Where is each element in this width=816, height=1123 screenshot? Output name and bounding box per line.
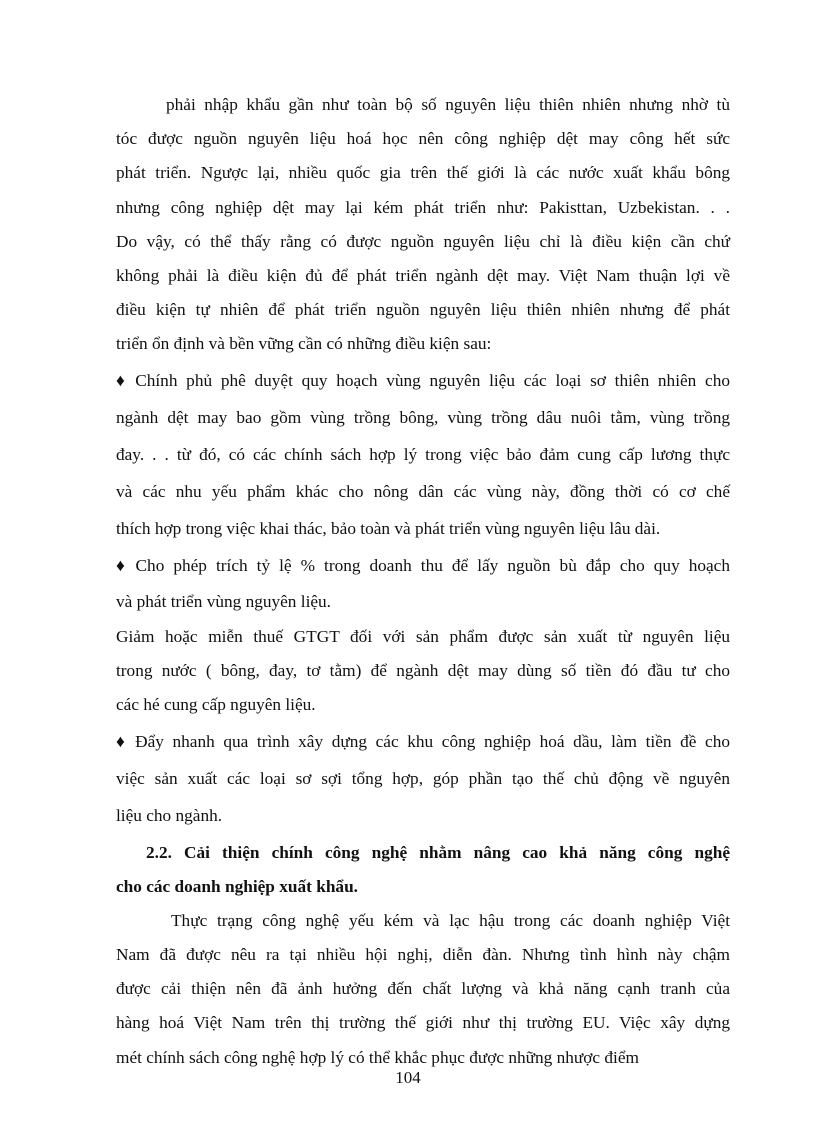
bullet-line (116, 725, 730, 759)
bullet-icon: ♦ (116, 731, 130, 751)
paragraph-line: không phải là điều kiện đủ để phát triển ngành dệt may. Việt Nam thuận lợi về (116, 265, 730, 285)
paragraph-line: Thực trạng công nghệ yếu kém và lạc hậu trong các doanh nghiệp Việt (171, 910, 730, 930)
section-heading: cho các doanh nghiệp xuất khẩu. (116, 876, 359, 896)
body-text (116, 88, 730, 1075)
paragraph-line: Nam đã được nêu ra tại nhiều hội nghị, diễn đàn. Nhưng tình hình này chậm (116, 945, 730, 965)
paragraph-line: ngành dệt may bao gồm vùng trồng bông, vùng trồng dâu nuôi tằm, vùng trồng (116, 408, 730, 428)
bullet-icon: ♦ (116, 555, 130, 575)
bullet-text: Chính phủ phê duyệt quy hoạch vùng nguyên liệu các loại sơ thiên nhiên cho (135, 371, 730, 391)
paragraph-line: nhưng công nghiệp dệt may lại kém phát triển như: Pakisttan, Uzbekistan. . . (116, 197, 730, 217)
bullet-text: Đẩy nhanh qua trình xây dựng các khu công nghiệp hoá dầu, làm tiền đề cho (135, 731, 730, 751)
paragraph-line: hàng hoá Việt Nam trên thị trường thế giới như thị trường EU. Việc xây dựng (116, 1013, 730, 1033)
bullet-line (116, 549, 730, 583)
bullet-icon: ♦ (116, 371, 130, 391)
paragraph-line: triển ổn định và bền vững cần có những điều kiện sau: (116, 334, 492, 354)
paragraph-line: phát triển. Ngược lại, nhiều quốc gia trên thế giới là các nước xuất khẩu bông (116, 163, 730, 183)
paragraph-line: và phát triển vùng nguyên liệu. (116, 592, 332, 612)
paragraph-line: được cải thiện nên đã ảnh hưởng đến chất lượng và khả năng cạnh tranh của (116, 979, 730, 999)
paragraph-line: điều kiện tự nhiên để phát triển nguồn nguyên liệu thiên nhiên nhưng để phát (116, 300, 730, 320)
paragraph-line: phải nhập khẩu gần như toàn bộ số nguyên liệu thiên nhiên nhưng nhờ tù (166, 95, 730, 114)
paragraph-line: liệu cho ngành. (116, 805, 223, 825)
bullet-line (116, 364, 730, 398)
paragraph-line: thích hợp trong việc khai thác, bảo toàn và phát triển vùng nguyên liệu lâu dài. (116, 518, 661, 538)
paragraph-line: việc sản xuất các loại sơ sợi tổng hợp, góp phần tạo thế chủ động về nguyên (116, 768, 730, 788)
section-heading: 2.2. Cải thiện chính công nghệ nhằm nâng cao khả năng công nghệ (146, 842, 730, 862)
paragraph-line: mét chính sách công nghệ hợp lý có thể khắc phục được những nhược điểm (116, 1047, 639, 1067)
bullet-text: Cho phép trích tỷ lệ % trong doanh thu để lấy nguồn bù đắp cho quy hoạch (135, 555, 730, 575)
paragraph-line: và các nhu yếu phẩm khác cho nông dân các vùng này, đồng thời có cơ chế (116, 481, 730, 501)
paragraph-line: các hé cung cấp nguyên liệu. (116, 695, 316, 714)
paragraph-line: Do vậy, có thể thấy rằng có được nguồn nguyên liệu chỉ là điều kiện cần chứ (116, 231, 730, 251)
paragraph-line: tóc được nguồn nguyên liệu hoá học nên công nghiệp dệt may công hết sức (116, 129, 730, 149)
page-number: 104 (395, 1068, 421, 1087)
paragraph-line: Giảm hoặc miễn thuế GTGT đối với sản phẩm được sản xuất từ nguyên liệu (116, 626, 730, 646)
paragraph-line: đay. . . từ đó, có các chính sách hợp lý trong việc bảo đảm cung cấp lương thực (116, 444, 730, 464)
paragraph-line: trong nước ( bông, đay, tơ tằm) để ngành dệt may dùng số tiền đó đầu tư cho (116, 660, 730, 680)
